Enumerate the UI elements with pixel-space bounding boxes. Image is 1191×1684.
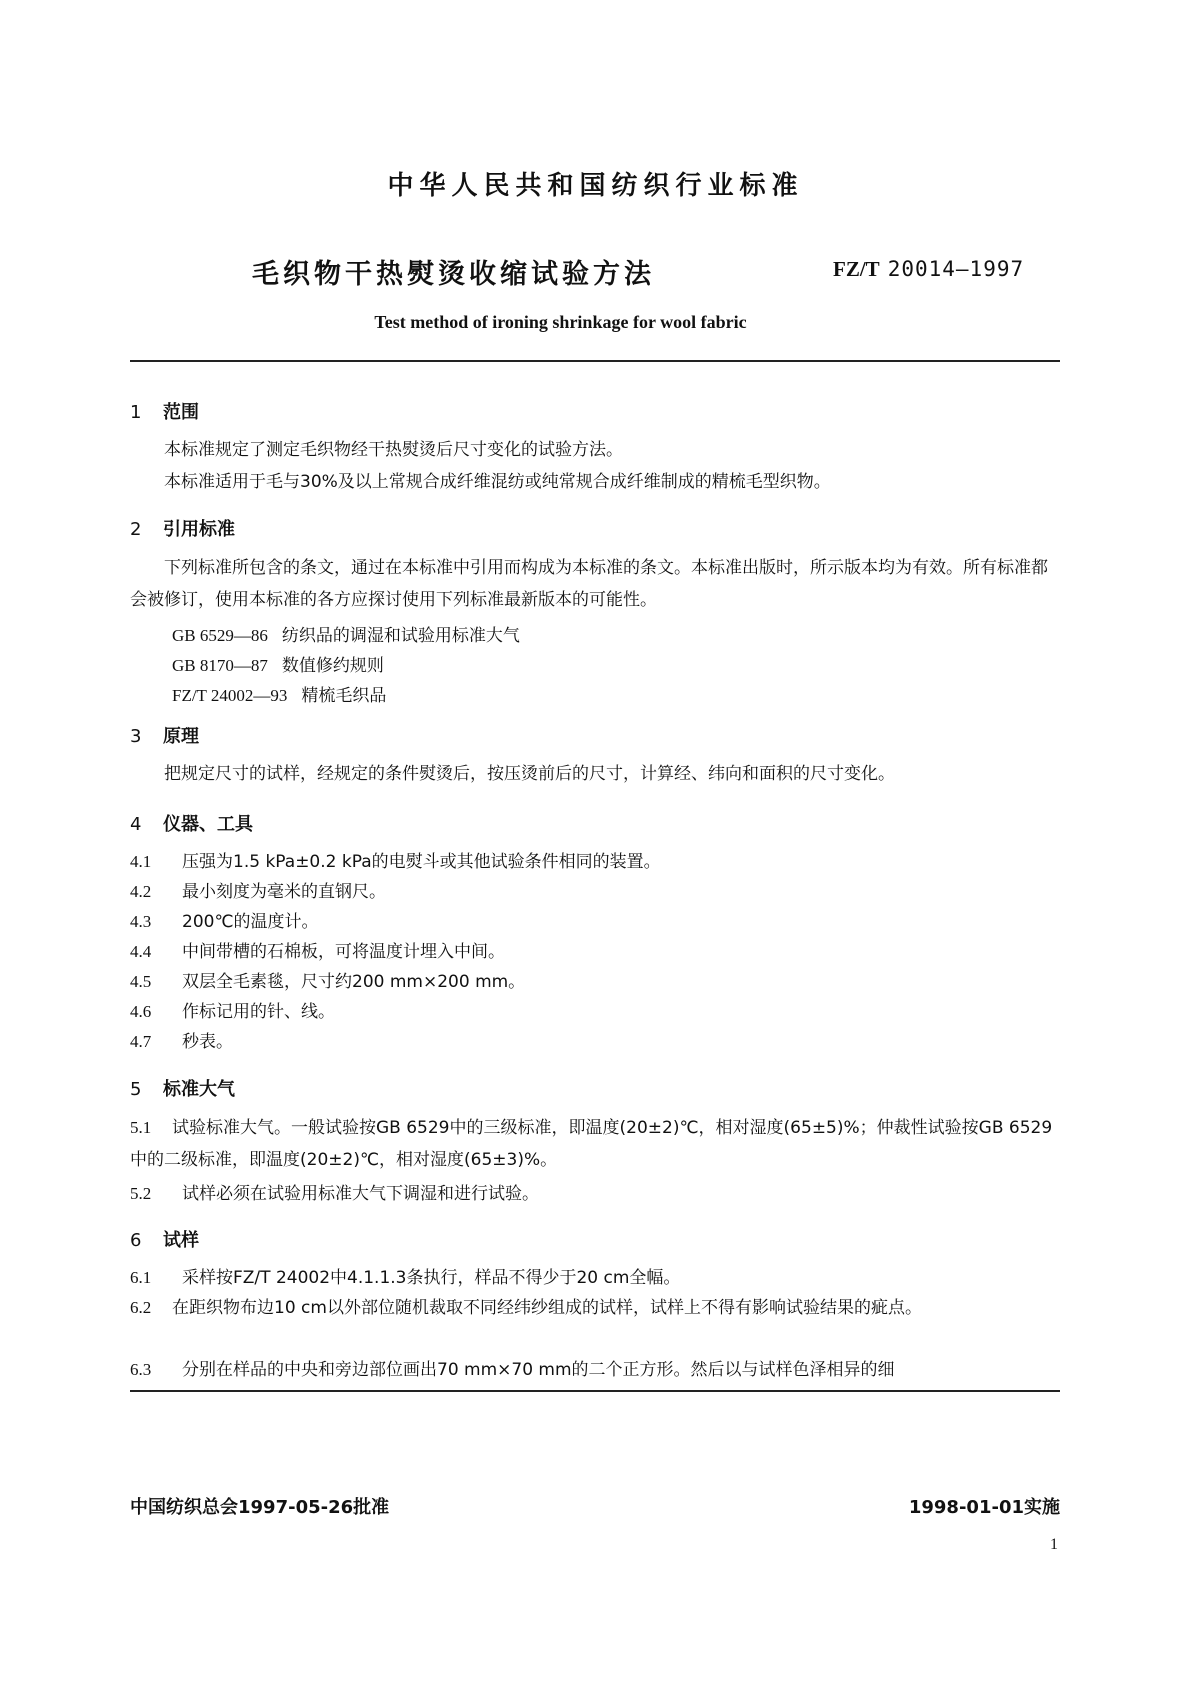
section-3-para-1: 把规定尺寸的试样，经规定的条件熨烫后，按压烫前后的尺寸，计算经、纬向和面积的尺寸变化。 — [164, 764, 895, 784]
section-2-heading: 2 引用标准 — [130, 519, 235, 540]
reference-item: GB 8170—87 数值修约规则 — [172, 656, 384, 676]
section-6-heading: 6 试样 — [130, 1230, 199, 1251]
list-item: 4.6 作标记用的针、线。 — [130, 1002, 335, 1022]
section-5-heading: 5 标准大气 — [130, 1079, 235, 1100]
issuing-organization: 中华人民共和国纺织行业标准 — [387, 171, 804, 201]
standard-title-en: Test method of ironing shrinkage for wool fabric — [374, 312, 747, 332]
section-3-heading: 3 原理 — [130, 726, 199, 747]
standard-code — [833, 257, 1024, 282]
reference-item: FZ/T 24002—93 精梳毛织品 — [172, 686, 387, 706]
section-2-para-1: 下列标准所包含的条文，通过在本标准中引用而构成为本标准的条文。本标准出版时，所示版本均为有效。所有标准都会被修订，使用本标准的各方应探讨使用下列标准最新版本的可能性。 — [130, 558, 1048, 610]
list-item: 4.5 双层全毛素毯，尺寸约200 mm×200 mm。 — [130, 972, 526, 992]
section-5-item-2: 5.2 试样必须在试验用标准大气下调湿和进行试验。 — [130, 1184, 539, 1204]
page-number: 1 — [1050, 1536, 1058, 1553]
footer-rule — [130, 1390, 1060, 1392]
section-1-para-2: 本标准适用于毛与30%及以上常规合成纤维混纺或纯常规合成纤维制成的精梳毛型织物。 — [164, 472, 831, 492]
standard-prefix: FZ/T — [833, 257, 880, 281]
section-4-heading: 4 仪器、工具 — [130, 814, 253, 835]
section-6-item-3: 6.3 分别在样品的中央和旁边部位画出70 mm×70 mm的二个正方形。然后以与试样色泽相异的细 — [130, 1360, 895, 1380]
section-1-heading: 1 范围 — [130, 402, 199, 423]
standard-title-cn: 毛织物干热熨烫收缩试验方法 — [252, 259, 655, 290]
list-item: 4.2 最小刻度为毫米的直钢尺。 — [130, 882, 386, 902]
reference-item: GB 6529—86 纺织品的调湿和试验用标准大气 — [172, 626, 520, 646]
list-item: 4.3 200℃的温度计。 — [130, 912, 319, 932]
approval-info: 中国纺织总会1997-05-26批准 — [130, 1497, 390, 1518]
section-5-item-1: 5.1 试验标准大气。一般试验按GB 6529中的三级标准，即温度(20±2)℃，相对湿度(65±5)%；仲裁性试验按GB 6529中的二级标准，即温度(20±2)℃，相对湿度(65±3)%。 — [130, 1118, 1053, 1170]
implementation-date: 1998-01-01实施 — [908, 1497, 1060, 1518]
section-6-item-2: 6.2 在距织物布边10 cm以外部位随机裁取不同经纬纱组成的试样，试样上不得有影响试验结果的疵点。 — [130, 1298, 922, 1318]
section-6-item-1: 6.1 采样按FZ/T 24002中4.1.1.3条执行，样品不得少于20 cm全幅。 — [130, 1268, 681, 1288]
section-1-para-1: 本标准规定了测定毛织物经干热熨烫后尺寸变化的试验方法。 — [164, 440, 623, 460]
list-item: 4.1 压强为1.5 kPa±0.2 kPa的电熨斗或其他试验条件相同的装置。 — [130, 852, 661, 872]
list-item: 4.7 秒表。 — [130, 1032, 233, 1052]
header-rule — [130, 360, 1060, 362]
list-item: 4.4 中间带槽的石棉板，可将温度计埋入中间。 — [130, 942, 505, 962]
standard-number: 20014—1997 — [887, 257, 1025, 281]
